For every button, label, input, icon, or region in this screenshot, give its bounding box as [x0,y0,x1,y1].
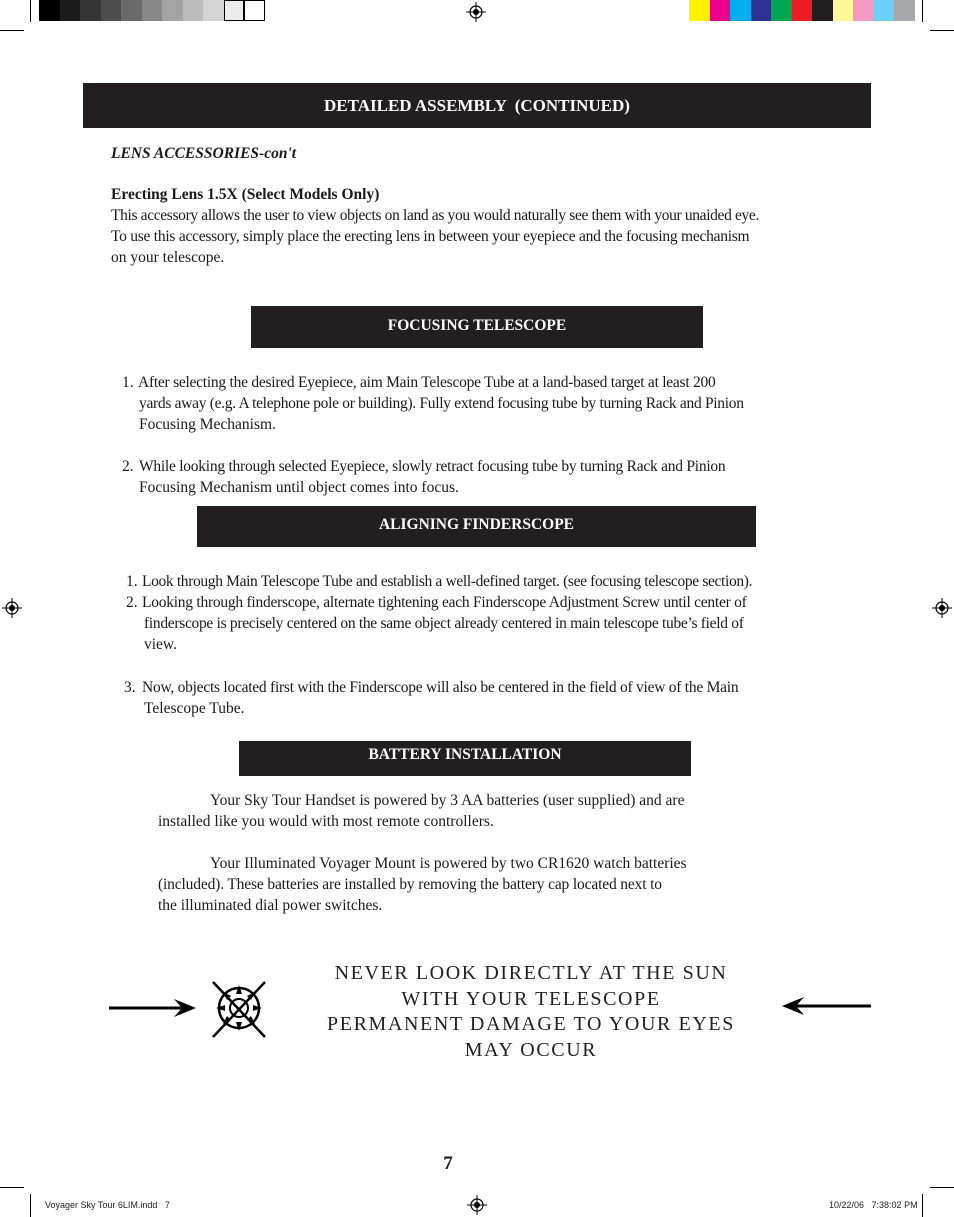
footer-file-name: Voyager Sky Tour 6LIM.indd 7 [45,1200,170,1210]
step-line: yards away (e.g. A telephone pole or building). Fully extend focusing tube by turning Rack and Pinion [139,395,744,412]
step-line: Telescope Tube. [144,700,245,717]
gray-swatch [244,0,265,21]
page-number: 7 [443,1153,453,1174]
aligning-step [126,592,846,655]
crop-mark-bottom-right-v [922,1194,923,1217]
lens-section-title: LENS ACCESSORIES-con't [111,145,297,162]
footer-timestamp: 10/22/06 7:38:02 PM [829,1200,918,1210]
step-line: While looking through selected Eyepiece, slowly retract focusing tube by turning Rack and Pinion [139,458,726,475]
crop-mark-bottom-right-h [930,1187,954,1188]
lens-description-line: on your telescope. [111,249,225,266]
step-line: view. [144,636,177,653]
crop-mark-bottom-left-h [0,1187,24,1188]
color-swatch [792,0,813,21]
gray-swatch [60,0,81,21]
step-number: 1. [126,573,138,590]
focusing-title: FOCUSING TELESCOPE [387,317,567,334]
lens-subheading: Erecting Lens 1.5X (Select Models Only) [111,186,380,203]
color-swatch [710,0,731,21]
battery-line: Your Illuminated Voyager Mount is powered by two CR1620 watch batteries [210,855,687,872]
aligning-step [124,677,844,719]
step-number: 3. [124,679,136,696]
gray-swatch [80,0,101,21]
crop-mark-bottom-left-v [30,1194,31,1217]
step-line: Look through Main Telescope Tube and establish a well-defined target. (see focusing telescope section). [142,573,753,590]
gray-swatch [203,0,224,21]
step-line: Focusing Mechanism until object comes into focus. [139,479,459,496]
no-sun-icon [208,977,270,1039]
step-number: 2. [122,458,134,475]
registration-mark-icon [467,1195,487,1215]
battery-paragraph [158,790,778,832]
registration-mark-icon [932,598,952,618]
step-number: 1. [122,374,134,391]
lens-description-line: This accessory allows the user to view objects on land as you would naturally see them with your unaided eye. [111,207,759,224]
color-swatch [689,0,710,21]
header-title: DETAILED ASSEMBLY (CONTINUED) [324,96,630,115]
battery-banner [239,741,691,776]
color-swatch [771,0,792,21]
warning-line: NEVER LOOK DIRECTLY AT THE SUN [334,962,728,984]
focusing-banner [251,306,703,348]
gray-swatch [101,0,122,21]
gray-swatch [142,0,163,21]
aligning-step [126,571,846,592]
color-swatch [730,0,751,21]
arrow-left-icon [780,995,872,1017]
battery-line: installed like you would with most remote controllers. [158,813,494,830]
crop-mark-top-right-h [930,30,954,31]
crop-mark-top-left-v [30,0,31,22]
color-swatch [812,0,833,21]
gray-swatch [162,0,183,21]
step-number: 2. [126,594,138,611]
gray-swatch [224,0,245,21]
color-swatch [894,0,915,21]
arrow-right-icon [108,997,198,1019]
battery-line: the illuminated dial power switches. [158,897,383,914]
color-swatch [751,0,772,21]
gray-swatch [183,0,204,21]
aligning-title: ALIGNING FINDERSCOPE [378,516,575,533]
sun-warning-text [290,961,772,1063]
battery-line: Your Sky Tour Handset is powered by 3 AA batteries (user supplied) and are [210,792,685,809]
color-swatch [833,0,854,21]
crop-mark-top-right-v [922,0,923,22]
registration-mark-icon [2,598,22,618]
battery-paragraph [158,853,778,916]
step-line: finderscope is precisely centered on the same object already centered in main telescope tube’s field of [144,615,744,632]
battery-line: (included). These batteries are installed by removing the battery cap located next to [158,876,662,893]
gray-swatch [121,0,142,21]
lens-description-line: To use this accessory, simply place the erecting lens in between your eyepiece and the focusing mechanism [111,228,750,245]
focusing-step [122,456,842,498]
warning-line: PERMANENT DAMAGE TO YOUR EYES [327,1013,735,1035]
step-line: Now, objects located first with the Finderscope will also be centered in the field of view of the Main [142,679,739,696]
aligning-banner [197,506,756,547]
battery-title: BATTERY INSTALLATION [368,746,562,763]
gray-swatch [39,0,60,21]
color-swatch [853,0,874,21]
warning-line: WITH YOUR TELESCOPE [401,987,661,1010]
header-banner [83,83,871,128]
warning-line: MAY OCCUR [464,1038,598,1061]
step-line: Looking through finderscope, alternate tightening each Finderscope Adjustment Screw until center of [142,594,747,611]
focusing-step [122,372,842,435]
step-line: After selecting the desired Eyepiece, aim Main Telescope Tube at a land-based target at least 200 [138,374,716,391]
step-line: Focusing Mechanism. [139,416,276,433]
registration-mark-icon [466,2,486,22]
crop-mark-top-left-h [0,30,24,31]
color-swatch [874,0,895,21]
